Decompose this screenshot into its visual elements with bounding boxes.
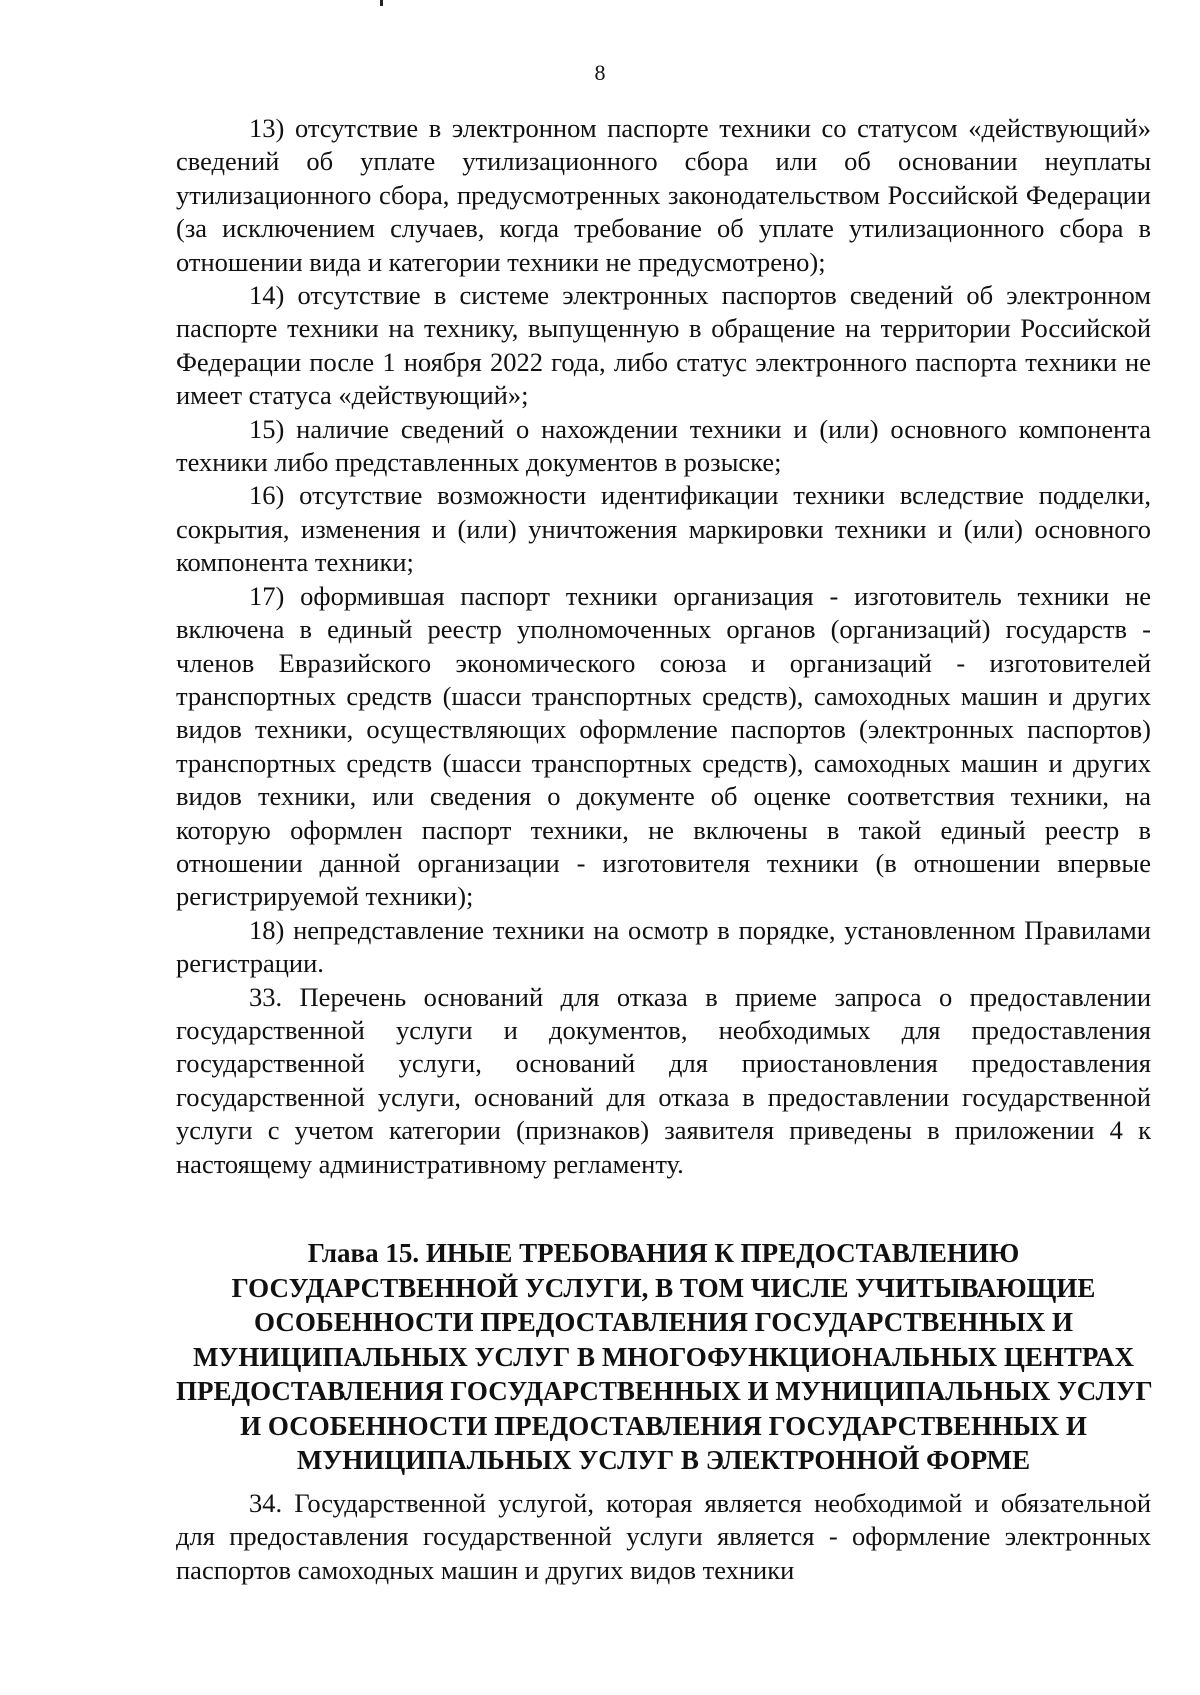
closing-text-block (176, 1487, 1151, 1587)
paragraph-clause-33: 33. Перечень оснований для отказа в приеме запроса о предоставлении государственной услуги и документов, необходимых для предоставления государственной услуги, оснований для приостановления предоставления государственной услуги, оснований для отказа в предоставлении государственной услуги с учетом категории (признаков) заявителя приведены в приложении 4 к настоящему административному регламенту. (176, 981, 1151, 1179)
paragraph-item-14: 14) отсутствие в системе электронных паспортов сведений об электронном паспорте техники на технику, выпущенную в обращение на территории Российской Федерации после 1 ноября 2022 года, либо статус электронного паспорта техники не имеет статуса «действующий»; (176, 280, 1151, 411)
chapter-heading-line: И ОСОБЕННОСТИ ПРЕДОСТАВЛЕНИЯ ГОСУДАРСТВЕННЫХ И (240, 1410, 1087, 1441)
paragraph-item-18: 18) непредставление техники на осмотр в порядке, установленном Правилами регистрации. (176, 914, 1151, 979)
chapter-heading-line: Глава 15. ИНЫЕ ТРЕБОВАНИЯ К ПРЕДОСТАВЛЕНИЮ (307, 1238, 1020, 1268)
paragraph-item-16: 16) отсутствие возможности идентификации техники вследствие подделки, сокрытия, изменения и (или) уничтожения маркировки техники и (или) основного компонента техники; (176, 480, 1151, 578)
paragraph-clause-34: 34. Государственной услугой, которая является необходимой и обязательной для предоставления государственной услуги является - оформление электронных паспортов самоходных машин и других видов техники (176, 1488, 1151, 1585)
paragraph-item-13: 13) отсутствие в электронном паспорте техники со статусом «действующий» сведений об уплате утилизационного сбора или об основании неуплаты утилизационного сбора, предусмотренных законодательством Российской Федерации (за исключением случаев, когда требование об уплате утилизационного сбора в отношении вида и категории техники не предусмотрено); (176, 113, 1151, 277)
chapter-heading (176, 1236, 1151, 1478)
paragraph-item-17: 17) оформившая паспорт техники организация - изготовитель техники не включена в единый реестр уполномоченных органов (организаций) государств - членов Евразийского экономического союза и организаций - изготовителей транспортных средств (шасси транспортных средств), самоходных машин и других видов техники, осуществляющих оформление паспортов (электронных паспортов) транспортных средств (шасси транспортных средств), самоходных машин и других видов техники, или сведения о документе об оценке соответствия техники, на которую оформлен паспорт техники, не включены в такой единый реестр в отношении данной организации - изготовителя техники (в отношении впервые регистрируемой техники); (176, 580, 1151, 912)
chapter-heading-line: МУНИЦИПАЛЬНЫХ УСЛУГ В МНОГОФУНКЦИОНАЛЬНЫХ ЦЕНТРАХ (193, 1341, 1134, 1372)
chapter-heading-line: ПРЕДОСТАВЛЕНИЯ ГОСУДАРСТВЕННЫХ И МУНИЦИПАЛЬНЫХ УСЛУГ (176, 1376, 1153, 1406)
chapter-heading-line: ОСОБЕННОСТИ ПРЕДОСТАВЛЕНИЯ ГОСУДАРСТВЕННЫХ И (254, 1307, 1073, 1337)
main-text-block (176, 112, 1151, 1181)
page-number: 8 (594, 60, 606, 85)
paragraph-item-15: 15) наличие сведений о нахождении техники и (или) основного компонента техники либо представленных документов в розыске; (176, 413, 1151, 478)
chapter-heading-line: МУНИЦИПАЛЬНЫХ УСЛУГ В ЭЛЕКТРОННОЙ ФОРМЕ (296, 1445, 1031, 1475)
scan-artifact-mark (380, 0, 383, 6)
chapter-heading-line: ГОСУДАРСТВЕННОЙ УСЛУГИ, В ТОМ ЧИСЛЕ УЧИТЫВАЮЩИЕ (231, 1272, 1096, 1303)
